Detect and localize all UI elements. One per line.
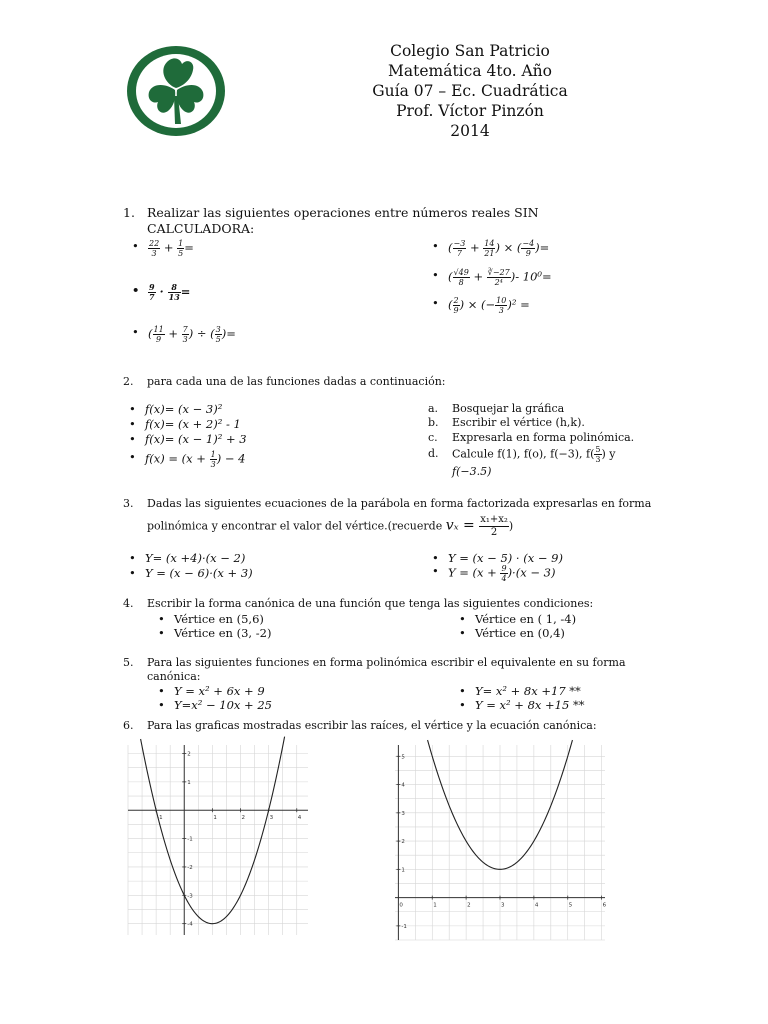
x-tick-label: 4 (297, 815, 302, 822)
q4-number: 4. (123, 597, 134, 610)
q1-op-1: • $\frac{22}{3}$ + $\frac{1}{5}$ = (148, 239, 194, 258)
q5-fn-4: • Y = x² + 8x +15 ** (475, 698, 584, 712)
q1-op-5: • ( $\frac{√49}{8}$ + $\frac{∛-27}{\text{2⁴}}$ )- 10⁰= (448, 268, 552, 287)
q2-function-1: • f(x)= (x − 3)² (145, 402, 222, 416)
q1-number: 1. (123, 205, 135, 220)
x-tick-label: 6 (602, 902, 607, 909)
x-tick-label: 2 (467, 902, 471, 909)
x-tick-label: 4 (534, 902, 539, 909)
q5-text: Para las siguientes funciones en forma polinómica escribir el equivalente en su forma canónica: (147, 656, 626, 683)
y-tick-label: 1 (401, 867, 405, 874)
y-tick-label: 3 (401, 810, 405, 817)
q3-eq-3: • Y = (x − 5) · (x − 9) (448, 551, 563, 565)
q3-eq-1: • Y= (x +4)·(x − 2) (145, 551, 245, 565)
q2-function-4: • f(x) = (x + $\frac{1}{3}$ ) − 4 (145, 450, 245, 469)
q2-function-2: • f(x)= (x + 2)² - 1 (145, 417, 241, 431)
school-logo (125, 44, 227, 138)
x-tick-label: -1 (157, 815, 163, 822)
q3-number: 3. (123, 497, 134, 510)
q2-task-d-line2: f(−3.5) (452, 465, 492, 478)
year: 2014 (450, 122, 490, 140)
q6-text: Para las graficas mostradas escribir las raíces, el vértice y la ecuación canónica: (147, 719, 597, 732)
teacher-name: Prof. Víctor Pinzón (396, 102, 544, 120)
q3-eq-2: • Y = (x − 6)·(x + 3) (145, 566, 253, 580)
y-tick-label: 2 (187, 751, 191, 758)
q5-fn-3: • Y= x² + 8x +17 ** (475, 684, 581, 698)
q6-number: 6. (123, 719, 134, 732)
q4-cond-1: • Vértice en (5,6) (174, 612, 264, 626)
x-tick-label: 5 (568, 902, 573, 909)
school-name: Colegio San Patricio (390, 42, 550, 60)
guide-title: Guía 07 – Ec. Cuadrática (372, 82, 568, 100)
q3-text-2: polinómica y encontrar el valor del vértice.(recuerde vₓ = $\frac{\text{x₁+x₂}}{2}$ ) (147, 514, 514, 538)
q2-task-b: Escribir el vértice (h,k). (452, 416, 585, 429)
x-tick-label: 1 (433, 902, 437, 909)
y-tick-label: 2 (401, 839, 405, 846)
q5-fn-1: • Y = x² + 6x + 9 (174, 684, 265, 698)
q4-text: Escribir la forma canónica de una función que tenga las siguientes condiciones: (147, 597, 594, 610)
q2-task-a: Bosquejar la gráfica (452, 402, 565, 415)
y-tick-label: -1 (401, 923, 407, 930)
x-tick-label: 0 (399, 902, 403, 909)
graph-2 (395, 745, 605, 940)
x-tick-label: 2 (241, 815, 245, 822)
q1-op-6: • ( $\frac{2}{9}$ ) × (− $\frac{10}{3}$ )² = (448, 296, 530, 315)
q4-cond-2: • Vértice en (3, -2) (174, 626, 271, 640)
q2-task-c: Expresarla en forma polinómica. (452, 431, 635, 444)
y-tick-label: 5 (401, 754, 405, 761)
q2-task-a-label: a. (428, 402, 439, 415)
q1-op-3: • ( $\frac{11}{9}$ + $\frac{7}{3}$ ) ÷ ( $\frac{3}{5}$ )= (148, 325, 236, 344)
q3-eq-4: • Y = (x + $\frac{9}{4}$ )·(x − 3) (448, 564, 555, 583)
q2-number: 2. (123, 375, 134, 388)
q1-op-2: • $\frac{9}{7}$ · $\frac{8}{13}$ = (148, 283, 190, 302)
q5-fn-2: • Y=x² − 10x + 25 (174, 698, 272, 712)
y-tick-label: 4 (401, 782, 405, 789)
q2-task-d-label: d. (428, 447, 439, 460)
q1-text: Realizar las siguientes operaciones entre números reales SIN CALCULADORA: (147, 205, 539, 236)
q3-text-1: Dadas las siguientes ecuaciones de la parábola en forma factorizada expresarlas en forma (147, 497, 652, 510)
q2-task-b-label: b. (428, 416, 439, 429)
x-tick-label: 3 (269, 815, 274, 822)
q4-cond-3: • Vértice en ( 1, -4) (475, 612, 576, 626)
q2-task-c-label: c. (428, 431, 438, 444)
q2-function-3: • f(x)= (x − 1)² + 3 (145, 432, 247, 446)
subject-title: Matemática 4to. Año (388, 62, 552, 80)
q2-task-d: Calcule f(1), f(o), f(−3), f( $\frac{5}{3}$ ) y (452, 445, 616, 464)
y-tick-label: -1 (187, 836, 193, 843)
y-tick-label: 1 (187, 779, 191, 786)
q5-number: 5. (123, 656, 134, 669)
x-tick-label: 1 (213, 815, 217, 822)
y-tick-label: -2 (187, 864, 193, 871)
q1-op-4: • ( $\frac{-3}{7}$ + $\frac{14}{21}$ ) × ( $\frac{-4}{9}$ )= (448, 239, 549, 258)
q2-text: para cada una de las funciones dadas a continuación: (147, 375, 446, 388)
x-tick-label: 3 (501, 902, 505, 909)
q4-cond-4: • Vértice en (0,4) (475, 626, 565, 640)
y-tick-label: -4 (187, 921, 193, 928)
y-tick-label: -3 (187, 893, 193, 900)
graph-1 (128, 745, 308, 935)
